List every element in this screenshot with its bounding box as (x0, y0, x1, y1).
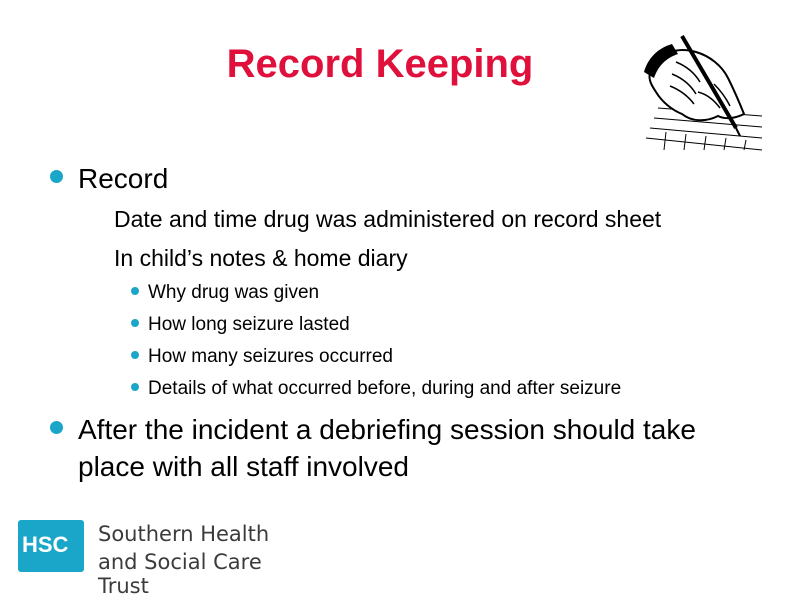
hsc-logo (18, 520, 318, 598)
subline-notes-diary: In child’s notes & home diary (114, 245, 408, 271)
slide-title: Record Keeping (226, 42, 534, 86)
hsc-logo-mark (18, 520, 84, 572)
bullet-debriefing-line2: place with all staff involved (78, 451, 409, 482)
subline-record-sheet: Date and time drug was administered on record sheet (114, 206, 662, 232)
sub-bullet-why: Why drug was given (148, 282, 320, 303)
hand-writing-record-icon (636, 32, 762, 152)
sub-bullet-details: Details of what occurred before, during and after seizure (148, 378, 622, 399)
sub-bullet-icon (131, 319, 139, 327)
sub-bullet-how-long: How long seizure lasted (148, 314, 350, 335)
sub-bullet-how-many: How many seizures occurred (148, 346, 393, 367)
bullet-icon (50, 421, 63, 434)
sub-bullet-icon (131, 351, 139, 359)
bullet-debriefing-line1: After the incident a debriefing session should take (78, 414, 696, 445)
bullet-record: Record (78, 163, 169, 194)
logo-trust-name-line1: Southern Health (98, 522, 270, 546)
sub-bullet-icon (131, 383, 139, 391)
logo-trust-name-line2: and Social Care Trust (98, 550, 262, 598)
hsc-logo-mark-text: HSC (22, 532, 69, 557)
bullet-icon (50, 170, 63, 183)
sub-bullet-icon (131, 287, 139, 295)
